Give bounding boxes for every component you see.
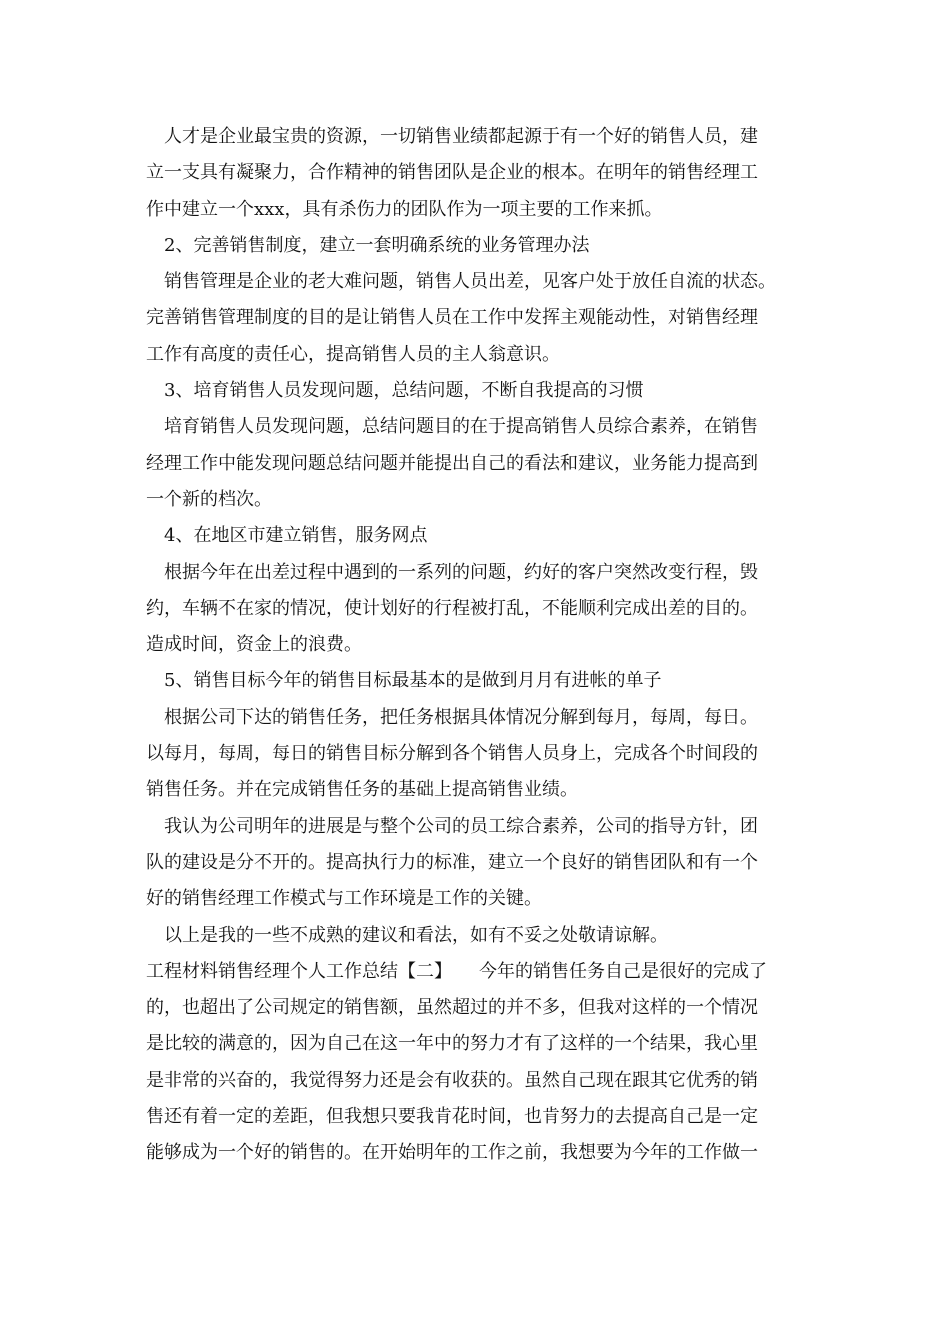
text-line: 完善销售管理制度的目的是让销售人员在工作中发挥主观能动性，对销售经理	[146, 307, 758, 329]
text-line: 销售任务。并在完成销售任务的基础上提高销售业绩。	[146, 779, 578, 801]
text-line: 4、在地区市建立销售，服务网点	[164, 525, 428, 547]
text-line: 好的销售经理工作模式与工作环境是工作的关键。	[146, 888, 542, 910]
text-line: 我认为公司明年的进展是与整个公司的员工综合素养，公司的指导方针，团	[164, 815, 758, 837]
text-line: 培育销售人员发现问题，总结问题目的在于提高销售人员综合素养，在销售	[164, 416, 758, 438]
text-line: 售还有着一定的差距，但我想只要我肯花时间，也肯努力的去提高自己是一定	[146, 1106, 758, 1128]
text-line: 5、销售目标今年的销售目标最基本的是做到月月有进帐的单子	[164, 670, 662, 692]
text-line: 的，也超出了公司规定的销售额，虽然超过的并不多，但我对这样的一个情况	[146, 997, 758, 1019]
text-line: 销售管理是企业的老大难问题，销售人员出差，见客户处于放任自流的状态。	[164, 271, 776, 293]
text-line: 工作有高度的责任心，提高销售人员的主人翁意识。	[146, 343, 560, 365]
text-line: 约，车辆不在家的情况，使计划好的行程被打乱，不能顺利完成出差的目的。	[146, 597, 758, 619]
text-line: 以每月，每周，每日的销售目标分解到各个销售人员身上，完成各个时间段的	[146, 743, 758, 765]
text-line: 作中建立一个xxx，具有杀伤力的团队作为一项主要的工作来抓。	[146, 198, 663, 220]
text-line: 是比较的满意的，因为自己在这一年中的努力才有了这样的一个结果，我心里	[146, 1033, 758, 1055]
text-line: 是非常的兴奋的，我觉得努力还是会有收获的。虽然自己现在跟其它优秀的销	[146, 1069, 758, 1091]
text-line: 经理工作中能发现问题总结问题并能提出自己的看法和建议，业务能力提高到	[146, 452, 758, 474]
document-body	[146, 119, 806, 1172]
text-line: 造成时间，资金上的浪费。	[146, 634, 362, 656]
text-line: 人才是企业最宝贵的资源，一切销售业绩都起源于有一个好的销售人员，建	[164, 126, 758, 147]
text-line: 2、完善销售制度，建立一套明确系统的业务管理办法	[164, 234, 590, 256]
text-line: 根据公司下达的销售任务，把任务根据具体情况分解到每月，每周，每日。	[164, 706, 758, 728]
text-line: 一个新的档次。	[146, 488, 272, 510]
text-line: 工程材料销售经理个人工作总结【二】 今年的销售任务自己是很好的完成了	[146, 960, 767, 982]
text-line: 根据今年在出差过程中遇到的一系列的问题，约好的客户突然改变行程，毁	[164, 561, 758, 583]
text-line: 3、培育销售人员发现问题，总结问题，不断自我提高的习惯	[164, 380, 644, 402]
text-line: 队的建设是分不开的。提高执行力的标准，建立一个良好的销售团队和有一个	[146, 851, 758, 873]
text-line: 以上是我的一些不成熟的建议和看法，如有不妥之处敬请谅解。	[164, 924, 668, 946]
text-line: 能够成为一个好的销售的。在开始明年的工作之前，我想要为今年的工作做一	[146, 1142, 758, 1164]
text-line: 立一支具有凝聚力，合作精神的销售团队是企业的根本。在明年的销售经理工	[146, 162, 758, 184]
